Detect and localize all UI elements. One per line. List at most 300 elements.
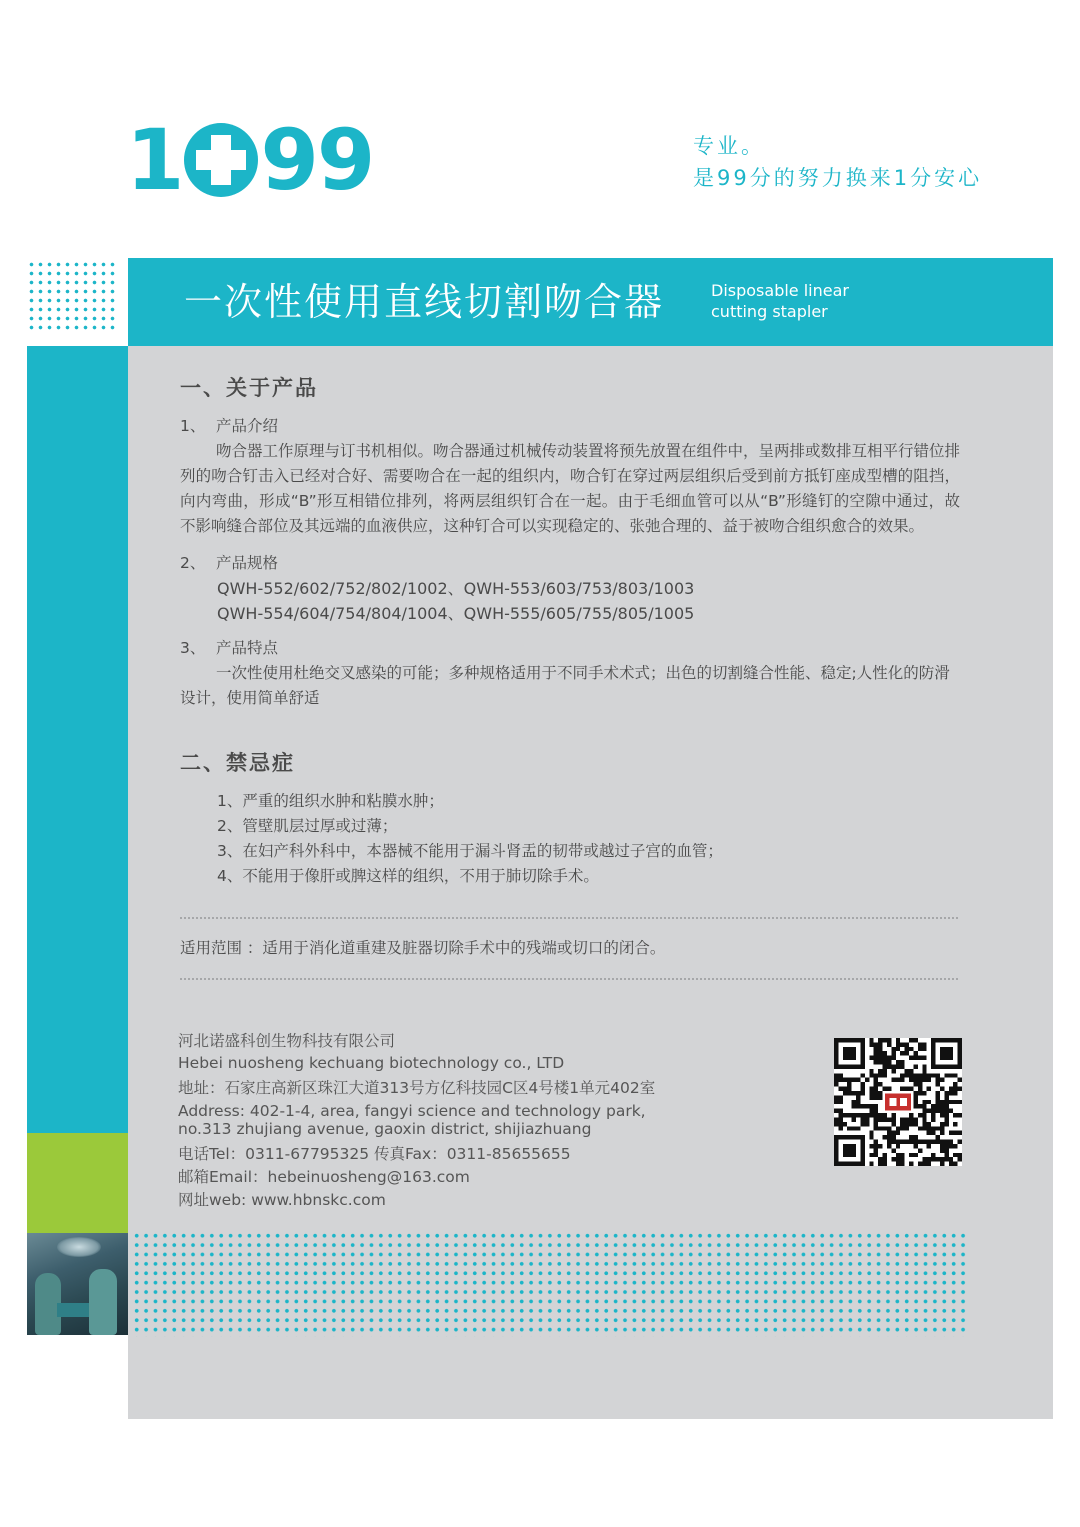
qr-module (936, 1095, 940, 1099)
qr-module (852, 1078, 856, 1082)
item-label: 产品特点 (216, 639, 279, 657)
qr-module (958, 1087, 962, 1091)
qr-module (874, 1047, 878, 1051)
qr-module (940, 1113, 944, 1117)
qr-module (883, 1051, 887, 1055)
qr-module (913, 1135, 917, 1139)
qr-module (852, 1104, 856, 1108)
qr-module (913, 1073, 917, 1077)
qr-module (905, 1042, 909, 1046)
qr-module (949, 1144, 953, 1148)
qr-module (944, 1140, 948, 1144)
qr-module (896, 1157, 900, 1161)
qr-module (856, 1078, 860, 1082)
product-title: 一次性使用直线切割吻合器 (184, 280, 665, 324)
qr-module (896, 1078, 900, 1082)
qr-module (887, 1056, 891, 1060)
qr-module (936, 1100, 940, 1104)
qr-module (944, 1117, 948, 1121)
qr-module (918, 1104, 922, 1108)
qr-module (922, 1104, 926, 1108)
qr-module (847, 1113, 851, 1117)
qr-module (944, 1148, 948, 1152)
qr-module (834, 1078, 838, 1082)
qr-module (896, 1131, 900, 1135)
qr-module (922, 1042, 926, 1046)
qr-module (918, 1082, 922, 1086)
qr-module (860, 1122, 864, 1126)
product-description (180, 372, 960, 980)
qr-module (878, 1095, 882, 1099)
qr-module (856, 1095, 860, 1099)
dotted-divider (180, 978, 958, 980)
qr-module (944, 1109, 948, 1113)
qr-module (856, 1126, 860, 1130)
qr-module (891, 1078, 895, 1082)
qr-module (944, 1091, 948, 1095)
qr-module (900, 1126, 904, 1130)
qr-module (936, 1140, 940, 1144)
qr-module (927, 1087, 931, 1091)
qr-module (869, 1113, 873, 1117)
qr-module (891, 1131, 895, 1135)
address-en-line-1: Address: 402-1-4, area, fangyi science and technology park, (178, 1102, 646, 1120)
qr-module (909, 1140, 913, 1144)
qr-module (936, 1073, 940, 1077)
qr-module (878, 1069, 882, 1073)
qr-module (869, 1042, 873, 1046)
qr-module (883, 1087, 887, 1091)
qr-module (843, 1122, 847, 1126)
qr-module (944, 1113, 948, 1117)
qr-module (896, 1140, 900, 1144)
logo-digits-99: 99 (260, 111, 374, 209)
qr-module (869, 1109, 873, 1113)
qr-module (918, 1148, 922, 1152)
qr-module (838, 1087, 842, 1091)
qr-module (900, 1073, 904, 1077)
qr-module (944, 1144, 948, 1148)
qr-module (940, 1148, 944, 1152)
qr-module (918, 1140, 922, 1144)
list-item: 1、严重的组织水肿和粘膜水肿； (217, 792, 444, 810)
qr-module (865, 1113, 869, 1117)
qr-module (936, 1082, 940, 1086)
subheading-intro (180, 414, 960, 439)
qr-module (922, 1113, 926, 1117)
qr-module (838, 1126, 842, 1130)
qr-module (931, 1109, 935, 1113)
qr-module (887, 1126, 891, 1130)
qr-module (913, 1122, 917, 1126)
qr-module (922, 1126, 926, 1130)
product-title-english (711, 280, 849, 322)
qr-module (940, 1144, 944, 1148)
qr-module (900, 1140, 904, 1144)
list-item: 4、不能用于像肝或脾这样的组织，不用于肺切除手术。 (217, 867, 599, 885)
qr-module (838, 1078, 842, 1082)
qr-module (909, 1078, 913, 1082)
qr-module (865, 1122, 869, 1126)
qr-module (874, 1113, 878, 1117)
company-name-cn: 河北诺盛科创生物科技有限公司 (178, 1032, 396, 1050)
spec-line: QWH-552/602/752/802/1002、QWH-553/603/753/803/1003 (217, 579, 695, 598)
qr-module (878, 1047, 882, 1051)
company-info (178, 1030, 738, 1211)
qr-module (878, 1091, 882, 1095)
qr-module (887, 1060, 891, 1064)
qr-module (949, 1073, 953, 1077)
qr-module (913, 1095, 917, 1099)
tagline-line-1: 专业。 (693, 134, 765, 158)
list-item: 3、在妇产科外科中，本器械不能用于漏斗肾盂的韧带或越过子宫的血管； (217, 842, 723, 860)
qr-module (869, 1153, 873, 1157)
qr-module (936, 1091, 940, 1095)
qr-module (843, 1113, 847, 1117)
qr-module (936, 1157, 940, 1161)
subheading-specs (180, 551, 960, 576)
qr-module (860, 1091, 864, 1095)
list-item: 2、管壁肌层过厚或过薄； (217, 817, 398, 835)
qr-module (843, 1078, 847, 1082)
qr-module (860, 1073, 864, 1077)
qr-code-icon[interactable] (834, 1038, 962, 1166)
qr-module (847, 1091, 851, 1095)
qr-module (949, 1157, 953, 1161)
qr-module (883, 1162, 887, 1166)
qr-module (909, 1122, 913, 1126)
qr-module (949, 1109, 953, 1113)
qr-module (838, 1113, 842, 1117)
qr-module (913, 1104, 917, 1108)
qr-module (940, 1100, 944, 1104)
qr-module (900, 1051, 904, 1055)
contact-email: 邮箱Email：hebeinuosheng@163.com (178, 1168, 470, 1186)
qr-module (905, 1051, 909, 1055)
qr-module (874, 1042, 878, 1046)
qr-module (900, 1153, 904, 1157)
qr-module (852, 1113, 856, 1117)
qr-module (869, 1104, 873, 1108)
qr-module (838, 1109, 842, 1113)
qr-module (852, 1117, 856, 1121)
qr-module (940, 1122, 944, 1126)
qr-module (887, 1064, 891, 1068)
qr-module (878, 1126, 882, 1130)
qr-module (856, 1104, 860, 1108)
qr-module (869, 1162, 873, 1166)
qr-module (900, 1042, 904, 1046)
qr-module (940, 1131, 944, 1135)
qr-module (838, 1122, 842, 1126)
qr-module (958, 1078, 962, 1082)
qr-module (931, 1104, 935, 1108)
qr-module (896, 1153, 900, 1157)
contact-website: 网址web: www.hbnskc.com (178, 1191, 386, 1209)
qr-module (834, 1095, 838, 1099)
surgical-lamp (57, 1237, 101, 1257)
qr-module (834, 1073, 838, 1077)
decorative-dot-grid-top (27, 260, 119, 332)
qr-module (940, 1078, 944, 1082)
qr-module (940, 1104, 944, 1108)
qr-module (922, 1117, 926, 1121)
qr-module (891, 1140, 895, 1144)
qr-module (927, 1122, 931, 1126)
qr-module (878, 1051, 882, 1055)
qr-module (940, 1140, 944, 1144)
qr-module (860, 1117, 864, 1121)
qr-module (860, 1113, 864, 1117)
qr-module (905, 1140, 909, 1144)
qr-module (883, 1038, 887, 1042)
qr-module (852, 1100, 856, 1104)
qr-module (913, 1091, 917, 1095)
qr-module (927, 1100, 931, 1104)
qr-module (856, 1091, 860, 1095)
qr-module (940, 1109, 944, 1113)
qr-module (878, 1113, 882, 1117)
qr-module (931, 1113, 935, 1117)
qr-module (891, 1148, 895, 1152)
qr-module (847, 1082, 851, 1086)
qr-module (958, 1157, 962, 1161)
qr-module (865, 1117, 869, 1121)
qr-module (913, 1056, 917, 1060)
qr-module (913, 1082, 917, 1086)
qr-module (922, 1056, 926, 1060)
qr-module (843, 1091, 847, 1095)
qr-module (896, 1047, 900, 1051)
item-number: 1、 (180, 417, 206, 435)
qr-module (834, 1100, 838, 1104)
qr-module (900, 1087, 904, 1091)
qr-module (949, 1131, 953, 1135)
qr-module (927, 1126, 931, 1130)
qr-module (900, 1117, 904, 1121)
qr-module (860, 1082, 864, 1086)
item-label: 产品规格 (216, 554, 279, 572)
qr-module (927, 1162, 931, 1166)
qr-module (931, 1073, 935, 1077)
logo-digit-one: 1 (126, 111, 183, 209)
qr-module (891, 1064, 895, 1068)
qr-module (931, 1126, 935, 1130)
qr-module (909, 1069, 913, 1073)
qr-module (878, 1073, 882, 1077)
qr-module (953, 1087, 957, 1091)
qr-module (909, 1117, 913, 1121)
qr-module (878, 1042, 882, 1046)
decorative-green-block (27, 1133, 128, 1233)
qr-module (922, 1073, 926, 1077)
qr-module (909, 1073, 913, 1077)
qr-module (922, 1109, 926, 1113)
qr-module (953, 1153, 957, 1157)
qr-module (856, 1113, 860, 1117)
qr-module (936, 1109, 940, 1113)
decorative-teal-stripe (27, 346, 128, 1133)
qr-module (887, 1144, 891, 1148)
qr-module (953, 1100, 957, 1104)
qr-module (883, 1157, 887, 1161)
qr-module (922, 1100, 926, 1104)
qr-module (922, 1140, 926, 1144)
brand-logo (126, 111, 374, 209)
qr-module (896, 1126, 900, 1130)
spec-line: QWH-554/604/754/804/1004、QWH-555/605/755/805/1005 (217, 604, 695, 623)
qr-module (874, 1109, 878, 1113)
qr-module (913, 1064, 917, 1068)
surgery-photo (27, 1233, 128, 1335)
qr-module (883, 1056, 887, 1060)
qr-module (944, 1095, 948, 1099)
intro-paragraph: 吻合器工作原理与订书机相似。吻合器通过机械传动装置将预先放置在组件中，呈两排或数排互相平行错位排列的吻合钉击入已经对合好、需要吻合在一起的组织内，吻合钉在穿过两层组织后受到前方抵钉座成型槽的阻挡，向内弯曲，形成“B”形互相错位排列，将两层组织钉合在一起。由于毛细血管可以从“B”形缝钉的空隙中通过，故不影响缝合部位及其远端的血液供应，这种钉合可以实现稳定的、张弛合理的、益于被吻合组织愈合的效果。 (180, 442, 961, 535)
qr-module (834, 1117, 838, 1121)
spec-list (180, 576, 960, 626)
qr-module (856, 1100, 860, 1104)
qr-module (874, 1126, 878, 1130)
qr-module (931, 1131, 935, 1135)
qr-module (869, 1073, 873, 1077)
qr-module (878, 1117, 882, 1121)
qr-module (905, 1073, 909, 1077)
qr-module (874, 1087, 878, 1091)
qr-module (896, 1064, 900, 1068)
qr-module (878, 1038, 882, 1042)
qr-module (874, 1122, 878, 1126)
qr-module (891, 1135, 895, 1139)
qr-module (953, 1091, 957, 1095)
qr-module (896, 1144, 900, 1148)
qr-module (931, 1140, 935, 1144)
qr-module (847, 1087, 851, 1091)
qr-module (874, 1095, 878, 1099)
qr-module (874, 1082, 878, 1086)
qr-module (949, 1087, 953, 1091)
qr-module (874, 1056, 878, 1060)
qr-module (944, 1100, 948, 1104)
qr-module (931, 1117, 935, 1121)
qr-module (900, 1162, 904, 1166)
qr-module (949, 1140, 953, 1144)
qr-module (944, 1073, 948, 1077)
qr-module (896, 1060, 900, 1064)
qr-module (944, 1104, 948, 1108)
qr-module (883, 1073, 887, 1077)
qr-module (927, 1140, 931, 1144)
qr-module (922, 1064, 926, 1068)
qr-module (847, 1078, 851, 1082)
qr-module (883, 1064, 887, 1068)
qr-module (913, 1051, 917, 1055)
qr-module (905, 1126, 909, 1130)
qr-module (922, 1157, 926, 1161)
qr-module (936, 1135, 940, 1139)
features-paragraph: 一次性使用杜绝交叉感染的可能；多种规格适用于不同手术术式；出色的切割缝合性能、稳定;人性化的防滑设计，使用简单舒适 (180, 664, 950, 707)
qr-module (883, 1126, 887, 1130)
qr-module (900, 1122, 904, 1126)
qr-module (891, 1047, 895, 1051)
qr-module (865, 1104, 869, 1108)
qr-module (922, 1091, 926, 1095)
qr-module (909, 1038, 913, 1042)
qr-module (883, 1113, 887, 1117)
qr-module (958, 1131, 962, 1135)
qr-module (913, 1144, 917, 1148)
qr-module (878, 1082, 882, 1086)
decorative-dot-grid-bottom (132, 1231, 966, 1337)
qr-module (918, 1126, 922, 1130)
qr-module (913, 1100, 917, 1104)
qr-module (931, 1153, 935, 1157)
qr-module (936, 1126, 940, 1130)
qr-module (940, 1126, 944, 1130)
qr-module (900, 1157, 904, 1161)
qr-module (883, 1069, 887, 1073)
qr-module (838, 1117, 842, 1121)
qr-module (883, 1135, 887, 1139)
qr-module (918, 1162, 922, 1166)
qr-module (918, 1073, 922, 1077)
qr-module (944, 1153, 948, 1157)
qr-module (953, 1113, 957, 1117)
qr-module (922, 1069, 926, 1073)
address-en-line-2: no.313 zhujiang avenue, gaoxin district, shijiazhuang (178, 1120, 592, 1138)
qr-module (913, 1038, 917, 1042)
qr-module (874, 1153, 878, 1157)
qr-module (834, 1082, 838, 1086)
qr-module (958, 1140, 962, 1144)
qr-module (940, 1162, 944, 1166)
qr-module (874, 1078, 878, 1082)
qr-module (843, 1087, 847, 1091)
qr-module (838, 1095, 842, 1099)
qr-module (905, 1087, 909, 1091)
qr-module (852, 1126, 856, 1130)
qr-module (918, 1087, 922, 1091)
qr-module (891, 1117, 895, 1121)
qr-module (874, 1104, 878, 1108)
qr-module (900, 1064, 904, 1068)
qr-module (838, 1073, 842, 1077)
qr-module (905, 1117, 909, 1121)
qr-module (869, 1131, 873, 1135)
qr-module (918, 1113, 922, 1117)
surgeon-figure (89, 1269, 117, 1335)
qr-module (874, 1073, 878, 1077)
qr-module (918, 1042, 922, 1046)
qr-module (891, 1113, 895, 1117)
qr-module (869, 1091, 873, 1095)
qr-module (891, 1122, 895, 1126)
qr-module (887, 1135, 891, 1139)
title-english-line-2: cutting stapler (711, 302, 828, 321)
qr-module (949, 1091, 953, 1095)
qr-module (913, 1078, 917, 1082)
qr-module (922, 1122, 926, 1126)
qr-module (878, 1162, 882, 1166)
subheading-features (180, 636, 960, 661)
qr-module (905, 1122, 909, 1126)
qr-module (887, 1042, 891, 1046)
qr-module (922, 1162, 926, 1166)
qr-module (958, 1113, 962, 1117)
qr-module (913, 1153, 917, 1157)
qr-module (953, 1122, 957, 1126)
qr-module (949, 1100, 953, 1104)
qr-module (936, 1104, 940, 1108)
